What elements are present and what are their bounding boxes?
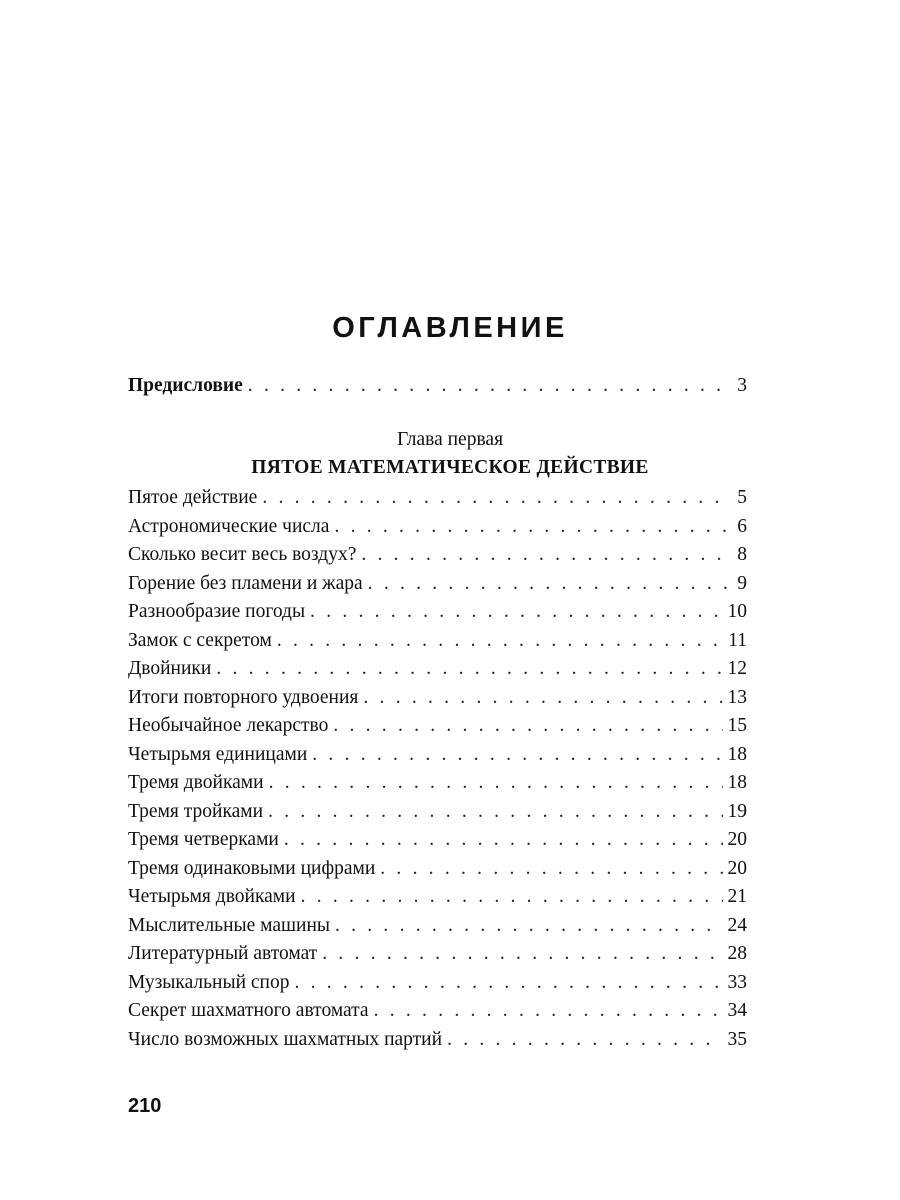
toc-entry-title: Музыкальный спор xyxy=(128,971,290,993)
toc-entry[interactable] xyxy=(128,769,747,797)
toc-entry[interactable] xyxy=(128,1026,747,1054)
toc-entry[interactable] xyxy=(128,484,747,512)
page-title: ОГЛАВЛЕНИЕ xyxy=(332,312,568,344)
toc-entry[interactable] xyxy=(128,598,747,626)
toc-entry-page: 18 xyxy=(727,772,747,793)
dot-leader xyxy=(268,798,722,826)
toc-entry[interactable] xyxy=(128,969,747,997)
toc-entry-page: 20 xyxy=(727,829,747,850)
dot-leader xyxy=(301,883,723,911)
toc-entry-title: Двойники xyxy=(128,658,212,679)
page-number: 210 xyxy=(128,1095,162,1117)
toc-entry-title: Астрономические числа xyxy=(128,515,330,537)
chapter-caption: Глава первая xyxy=(396,429,504,450)
toc-entry-title: Необычайное лекарство xyxy=(128,715,329,736)
toc-entry-title: Сколько весит весь воздух? xyxy=(128,544,357,565)
toc-entry-page: 5 xyxy=(737,487,747,508)
chapter-title: ПЯТОЕ МАТЕМАТИЧЕСКОЕ ДЕЙСТВИЕ xyxy=(251,457,649,478)
toc-entry-title: Итоги повторного удвоения xyxy=(128,686,359,708)
toc-entry-title: Разнообразие погоды xyxy=(128,601,306,622)
dot-leader xyxy=(368,570,733,598)
dot-leader xyxy=(335,912,723,940)
dot-leader xyxy=(333,712,722,740)
dot-leader xyxy=(310,598,722,626)
dot-leader xyxy=(277,627,723,655)
toc-entry-page: 3 xyxy=(737,375,747,396)
toc-entry-title: Четырьмя двойками xyxy=(128,886,296,907)
toc-entry-page: 6 xyxy=(737,515,747,537)
toc-entry[interactable] xyxy=(128,741,747,769)
toc-entry[interactable] xyxy=(128,684,747,712)
toc-entry-page: 33 xyxy=(727,971,747,993)
toc-entry-page: 11 xyxy=(728,629,747,651)
toc-entry[interactable] xyxy=(128,940,747,968)
toc-entry-page: 15 xyxy=(727,715,747,736)
toc-entry-title: Тремя тройками xyxy=(128,800,264,822)
toc-entry-page: 13 xyxy=(727,686,747,708)
toc-entry-title: Тремя четверками xyxy=(128,829,279,850)
toc-entry[interactable] xyxy=(128,855,747,883)
toc-entry-page: 19 xyxy=(727,800,747,822)
toc-entry[interactable] xyxy=(128,655,747,683)
toc-entry-page: 18 xyxy=(727,743,747,765)
toc-entry-page: 10 xyxy=(727,601,747,622)
toc-entry[interactable] xyxy=(128,912,747,940)
dot-leader xyxy=(447,1026,722,1054)
toc-entry-title: Секрет шахматного автомата xyxy=(128,1000,369,1021)
dot-leader xyxy=(284,826,723,854)
toc-entry[interactable] xyxy=(128,883,747,911)
toc-entry-page: 35 xyxy=(727,1028,747,1050)
toc-entry-title: Пятое действие xyxy=(128,487,258,508)
dot-leader xyxy=(363,684,722,712)
dot-leader xyxy=(374,997,723,1025)
toc-entry-title: Литературный автомат xyxy=(128,943,318,964)
toc-entry-preface[interactable] xyxy=(128,372,747,400)
dot-leader xyxy=(380,855,722,883)
toc-entry-page: 8 xyxy=(737,544,747,565)
toc-entry-title: Тремя двойками xyxy=(128,772,264,793)
dot-leader xyxy=(262,484,732,512)
toc-entry-title: Число возможных шахматных партий xyxy=(128,1028,443,1050)
toc-entry[interactable] xyxy=(128,627,747,655)
toc-entry[interactable] xyxy=(128,798,747,826)
toc-entry-title: Замок с секретом xyxy=(128,629,272,651)
dot-leader xyxy=(294,969,722,997)
dot-leader xyxy=(312,741,722,769)
toc-entry[interactable] xyxy=(128,570,747,598)
toc-entry[interactable] xyxy=(128,513,747,541)
toc-entry-title: Мыслительные машины xyxy=(128,914,330,936)
toc-entry-title: Горение без пламени и жара xyxy=(128,572,363,594)
toc-entry-page: 21 xyxy=(727,886,747,907)
toc-entry[interactable] xyxy=(128,997,747,1025)
dot-leader xyxy=(361,541,732,569)
toc-entry-page: 12 xyxy=(727,658,747,679)
dot-leader xyxy=(248,372,732,400)
toc-entry-title: Четырьмя единицами xyxy=(128,743,308,765)
toc-entry-page: 28 xyxy=(727,943,747,964)
dot-leader xyxy=(269,769,723,797)
toc-entry[interactable] xyxy=(128,541,747,569)
toc-entry-page: 9 xyxy=(737,572,747,594)
toc-entry[interactable] xyxy=(128,826,747,854)
toc-entry[interactable] xyxy=(128,712,747,740)
dot-leader xyxy=(216,655,722,683)
toc-entry-title: Предисловие xyxy=(128,375,243,396)
toc-entry-page: 20 xyxy=(727,857,747,879)
toc-entry-page: 24 xyxy=(727,914,747,936)
toc-entry-page: 34 xyxy=(727,1000,747,1021)
dot-leader xyxy=(334,513,732,541)
dot-leader xyxy=(322,940,722,968)
toc-entry-title: Тремя одинаковыми цифрами xyxy=(128,857,376,879)
